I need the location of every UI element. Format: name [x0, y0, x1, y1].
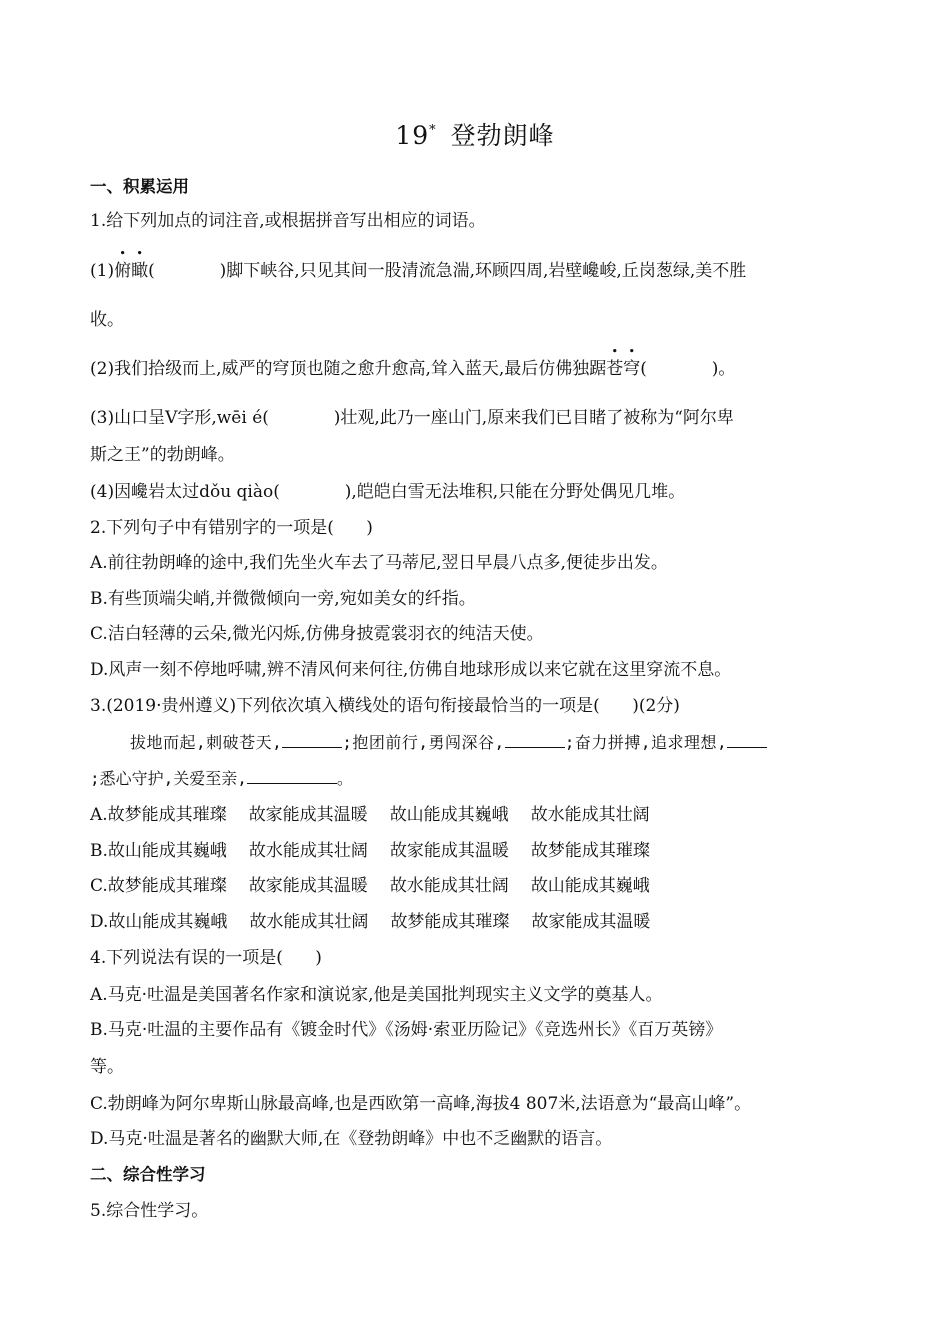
- option-part: B.故山能成其巍峨: [90, 841, 227, 861]
- page-title: [0, 116, 950, 152]
- option-part: 故水能成其壮阔: [530, 805, 650, 825]
- fill-blank[interactable]: [282, 731, 342, 748]
- q3-option-d: [90, 910, 860, 934]
- passage-text: 拔地而起,刺破苍天,: [130, 733, 283, 752]
- q2-option-b: B.有些顶端尖峭,并微微倾向一旁,宛如美女的纤指。: [90, 589, 476, 609]
- q4-option-c: C.勃朗峰为阿尔卑斯山脉最高峰,也是西欧第一高峰,海拔4 807米,法语意为“最高山峰”。: [90, 1094, 752, 1114]
- q1-item-2: [90, 357, 860, 381]
- q2-stem: 2.下列句子中有错别字的一项是( ): [90, 518, 373, 538]
- q2-option-d: D.风声一刻不停地呼啸,辨不清风何来何往,仿佛自地球形成以来它就在这里穿流不息。: [90, 660, 732, 680]
- q4-option-a: A.马克·吐温是美国著名作家和演说家,他是美国批判现实主义文学的奠基人。: [90, 985, 663, 1005]
- option-part: 故家能成其温暖: [248, 805, 368, 825]
- q1-item-1-text: ( )脚下峡谷,只见其间一股清流急湍,环顾四周,岩壁巉峻,丘岗葱绿,美不胜: [148, 261, 747, 281]
- passage-text: ;抱团前行,勇闯深谷,: [342, 733, 505, 752]
- q2-option-a: A.前往勃朗峰的途中,我们先坐火车去了马蒂尼,翌日早晨八点多,便徒步出发。: [90, 553, 668, 573]
- q1-item-2-blank: ( )。: [640, 359, 736, 379]
- q4-option-d: D.马克·吐温是著名的幽默大师,在《登勃朗峰》中也不乏幽默的语言。: [90, 1129, 613, 1149]
- option-part: 故家能成其温暖: [248, 876, 368, 896]
- q3-option-b: [90, 839, 860, 863]
- dotted-char: 苍: [606, 359, 624, 379]
- passage-text: ;奋力拼搏,追求理想,: [564, 733, 728, 752]
- q4-option-b: B.马克·吐温的主要作品有《镀金时代》《汤姆·索亚历险记》《竞选州长》《百万英镑》: [90, 1020, 723, 1040]
- lesson-number: 19: [395, 121, 430, 150]
- dotted-char: 穹: [623, 359, 641, 379]
- q3-option-a: [90, 803, 860, 827]
- q1-item-1-cont: 收。: [90, 310, 124, 330]
- q3-passage-line-2: [90, 767, 860, 791]
- passage-text: 。: [336, 769, 353, 788]
- q3-option-c: [90, 874, 860, 898]
- option-part: 故水能成其壮阔: [249, 912, 369, 932]
- option-part: A.故梦能成其璀璨: [90, 805, 227, 825]
- option-part: C.故梦能成其璀璨: [90, 876, 227, 896]
- fill-blank[interactable]: [727, 731, 767, 748]
- q1-item-1-prefix: (1): [90, 261, 115, 281]
- option-part: 故山能成其巍峨: [530, 876, 650, 896]
- q4-stem: 4.下列说法有误的一项是( ): [90, 948, 322, 968]
- option-part: 故家能成其温暖: [531, 912, 651, 932]
- q3-stem: 3.(2019·贵州遵义)下列依次填入横线处的语句衔接最恰当的一项是( )(2分): [90, 696, 680, 716]
- q1-item-3-cont: 斯之王”的勃朗峰。: [90, 445, 235, 465]
- q2-option-c: C.洁白轻薄的云朵,微光闪烁,仿佛身披霓裳羽衣的纯洁天使。: [90, 624, 544, 644]
- section-heading-2: 二、综合性学习: [90, 1165, 206, 1184]
- option-part: 故梦能成其璀璨: [530, 841, 650, 861]
- option-part: D.故山能成其巍峨: [90, 912, 228, 932]
- option-part: 故水能成其壮阔: [248, 841, 368, 861]
- q1-stem: 1.给下列加点的词注音,或根据拼音写出相应的词语。: [90, 211, 486, 231]
- lesson-title: 登勃朗峰: [450, 121, 555, 150]
- dotted-char: 俯: [114, 261, 132, 281]
- q1-item-1: [90, 259, 860, 283]
- q1-item-4: (4)因巉岩太过dǒu qiào( ),皑皑白雪无法堆积,只能在分野处偶见几堆。: [90, 482, 686, 502]
- lesson-mark: *: [429, 123, 437, 138]
- q4-option-b-cont: 等。: [90, 1057, 124, 1077]
- fill-blank[interactable]: [247, 767, 337, 784]
- option-part: 故梦能成其璀璨: [390, 912, 510, 932]
- option-part: 故家能成其温暖: [389, 841, 509, 861]
- fill-blank[interactable]: [505, 731, 565, 748]
- dotted-char: 瞰: [131, 261, 149, 281]
- passage-text: ;悉心守护,关爱至亲,: [90, 769, 247, 788]
- q5-stem: 5.综合性学习。: [90, 1201, 209, 1221]
- q1-item-2-text: (2)我们拾级而上,威严的穹顶也随之愈升愈高,耸入蓝天,最后仿佛独踞: [90, 359, 607, 379]
- q3-passage-line-1: [90, 731, 860, 755]
- option-part: 故山能成其巍峨: [389, 805, 509, 825]
- q1-item-3: (3)山口呈Ⅴ字形,wēi é( )壮观,此乃一座山门,原来我们已目睹了被称为“阿尔卑: [90, 408, 734, 428]
- option-part: 故水能成其壮阔: [389, 876, 509, 896]
- section-heading-1: 一、积累运用: [90, 177, 189, 196]
